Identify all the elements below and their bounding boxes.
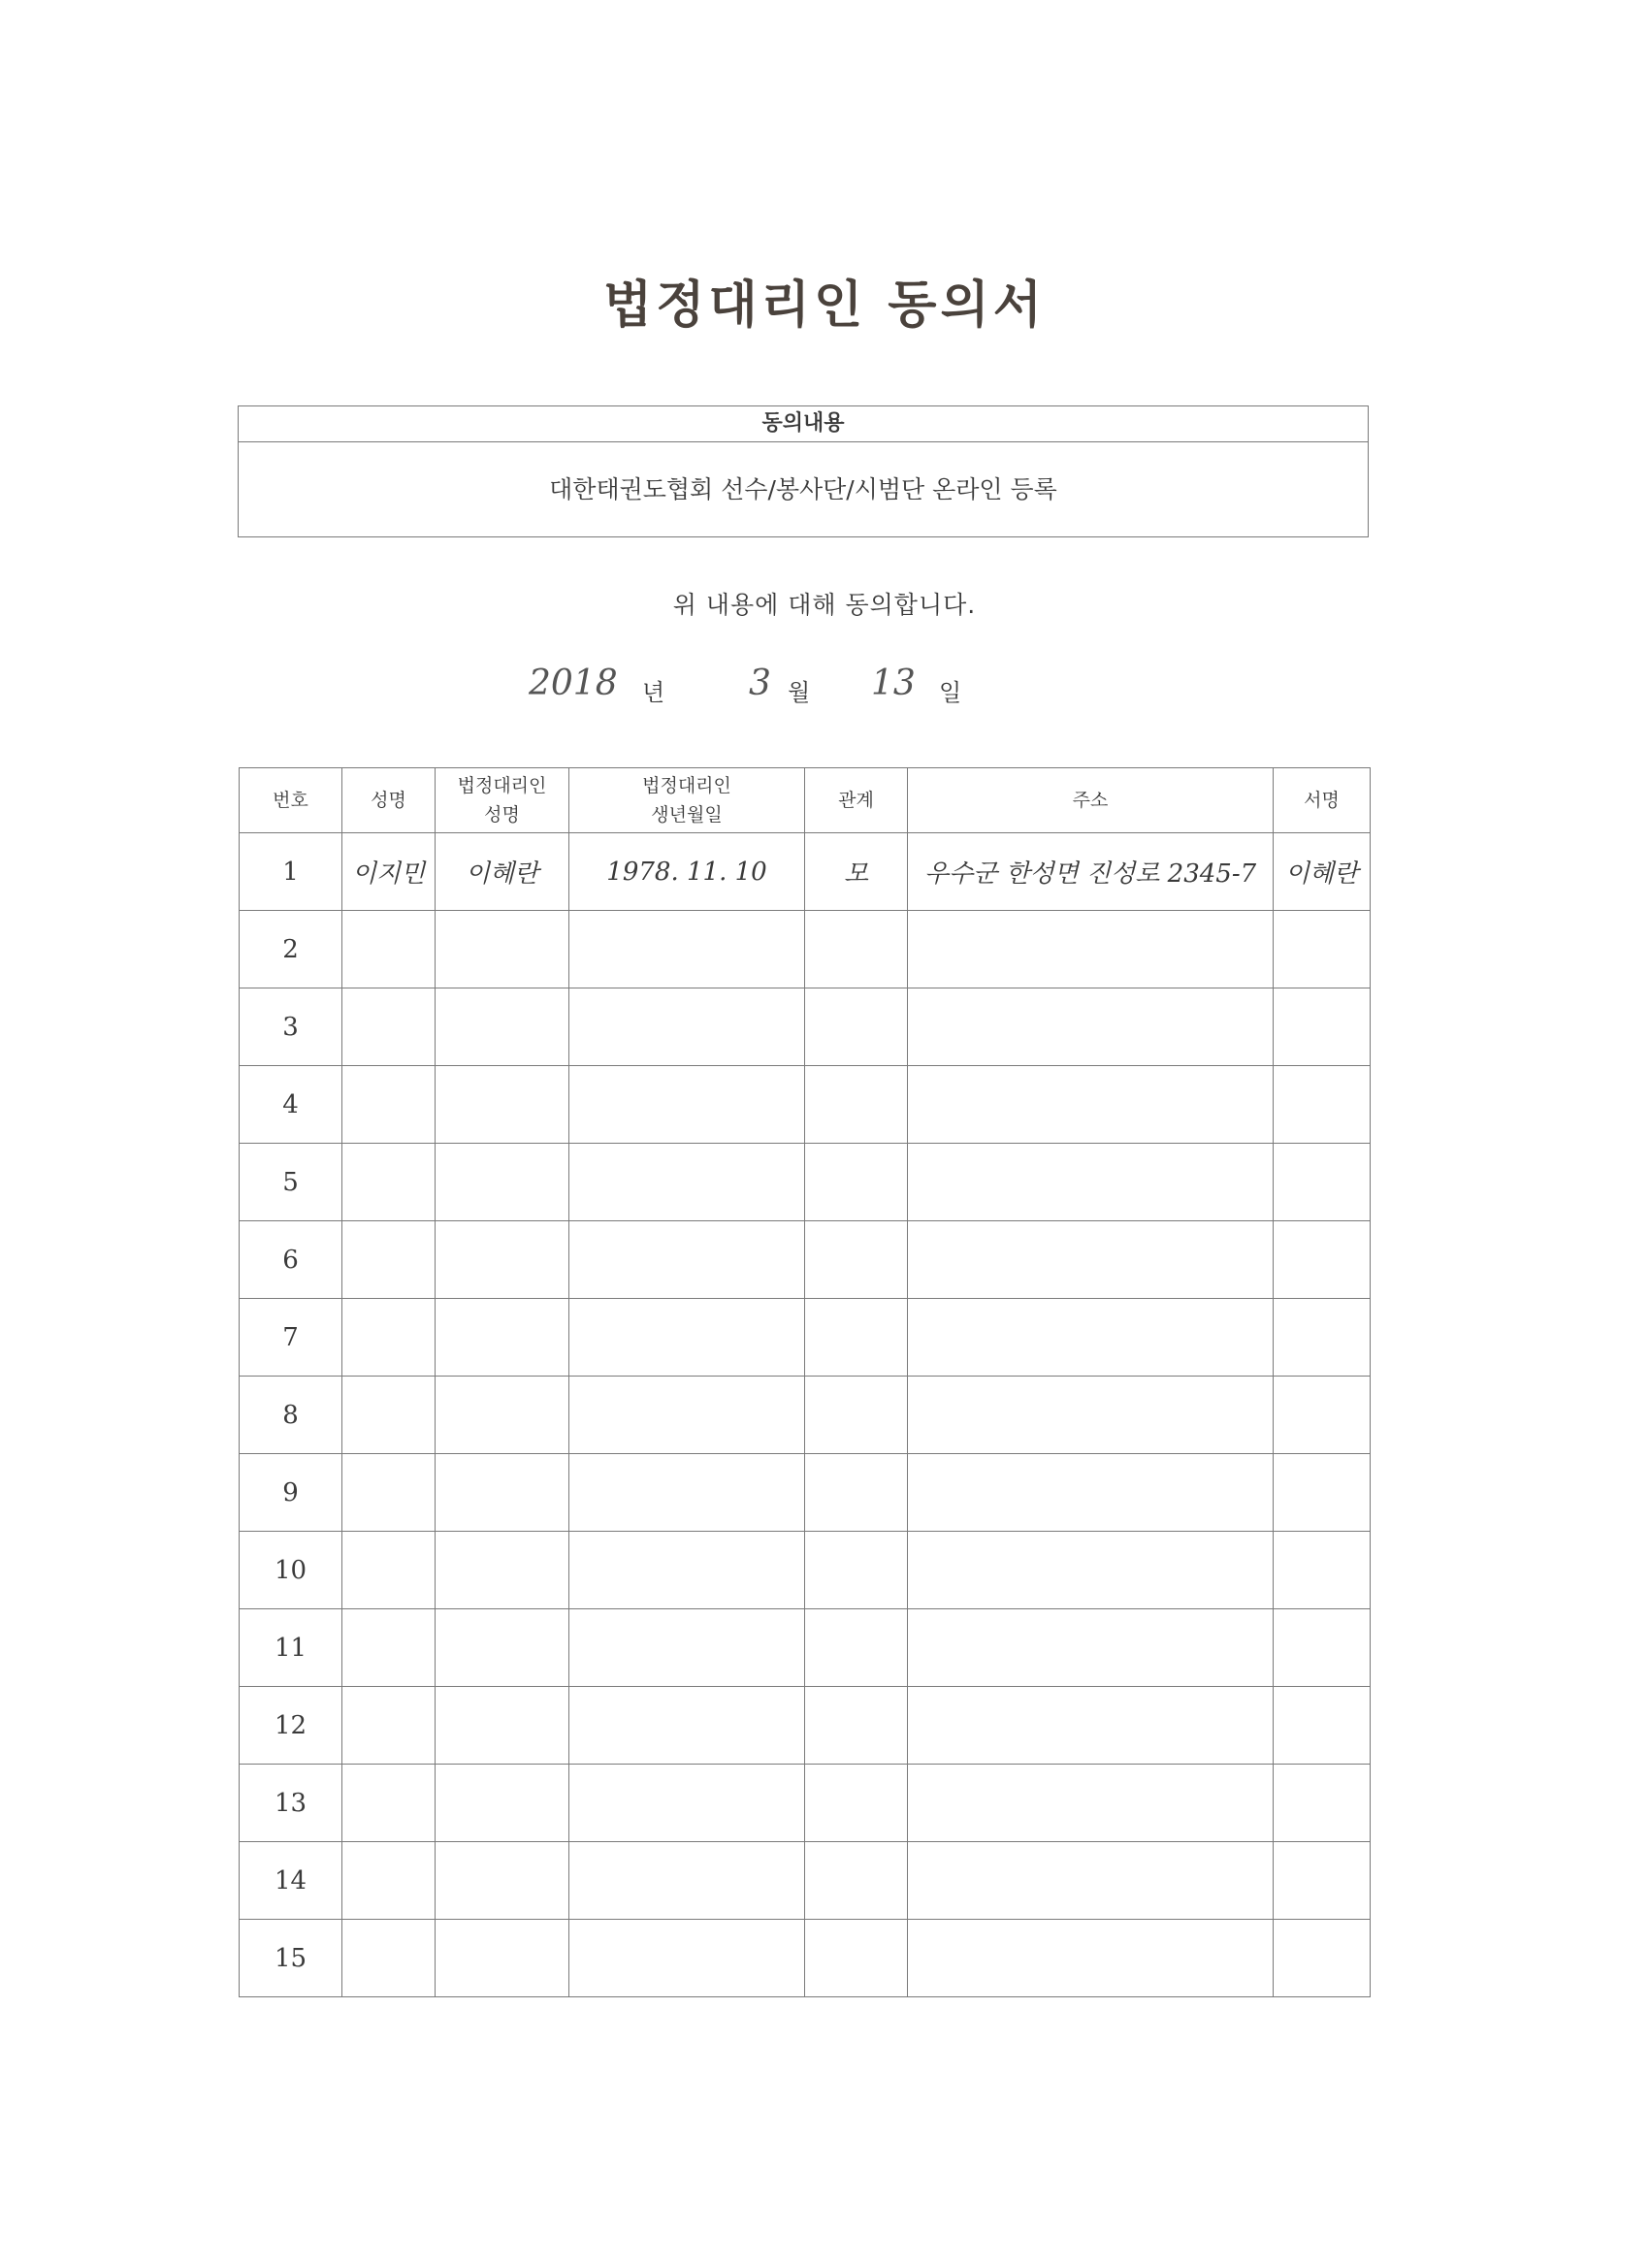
cell-guardian-name: [436, 1221, 569, 1299]
cell-signature: [1274, 988, 1371, 1066]
table-row: [240, 1842, 1371, 1920]
cell-signature: [1274, 1842, 1371, 1920]
header-signature: [1274, 768, 1371, 833]
header-guardian-name: [436, 768, 569, 833]
date-day-unit: 일: [939, 679, 962, 706]
cell-signature: 이혜란: [1274, 833, 1371, 911]
cell-signature: [1274, 1144, 1371, 1221]
cell-no: 8: [240, 1377, 342, 1454]
table-row: [240, 1299, 1371, 1377]
cell-signature: [1274, 1532, 1371, 1609]
consent-header: 동의내용: [239, 406, 1368, 442]
cell-relation: [805, 911, 908, 988]
cell-guardian-birth: [569, 1842, 805, 1920]
cell-signature: [1274, 1299, 1371, 1377]
cell-no: 13: [240, 1765, 342, 1842]
cell-relation: [805, 1299, 908, 1377]
cell-guardian-name: [436, 1532, 569, 1609]
cell-relation: [805, 1765, 908, 1842]
cell-signature: [1274, 1377, 1371, 1454]
cell-guardian-birth: [569, 1687, 805, 1765]
table-row: [240, 988, 1371, 1066]
header-relation-label: 관계: [838, 790, 874, 811]
table-header-row: [240, 768, 1371, 833]
cell-name: [342, 1454, 436, 1532]
cell-guardian-name: [436, 1454, 569, 1532]
cell-relation: [805, 1454, 908, 1532]
cell-no: 1: [240, 833, 342, 911]
consent-box: [238, 405, 1369, 537]
cell-name: [342, 1842, 436, 1920]
cell-guardian-birth: [569, 1454, 805, 1532]
cell-guardian-birth: [569, 1144, 805, 1221]
cell-name: [342, 1609, 436, 1687]
cell-address: [908, 1454, 1274, 1532]
header-guardian-birth-line1: 법정대리인: [642, 775, 731, 796]
cell-relation: [805, 1144, 908, 1221]
cell-name: [342, 1687, 436, 1765]
header-address-label: 주소: [1072, 790, 1109, 811]
cell-guardian-birth: [569, 1532, 805, 1609]
cell-no: 14: [240, 1842, 342, 1920]
cell-no: 7: [240, 1299, 342, 1377]
cell-no: 6: [240, 1221, 342, 1299]
cell-address: [908, 1842, 1274, 1920]
cell-name: [342, 1299, 436, 1377]
cell-no: 12: [240, 1687, 342, 1765]
cell-address: [908, 1532, 1274, 1609]
table-row: [240, 1765, 1371, 1842]
table-row: [240, 1687, 1371, 1765]
cell-guardian-birth: [569, 1609, 805, 1687]
cell-address: [908, 1609, 1274, 1687]
table-row: [240, 911, 1371, 988]
cell-relation: [805, 1221, 908, 1299]
cell-name: [342, 1144, 436, 1221]
cell-address: [908, 1066, 1274, 1144]
cell-address: [908, 1221, 1274, 1299]
date-month-unit: 월: [788, 679, 811, 706]
table-row: [240, 1377, 1371, 1454]
cell-address: [908, 1687, 1274, 1765]
table-row: [240, 1609, 1371, 1687]
cell-relation: [805, 1377, 908, 1454]
cell-guardian-name: [436, 1842, 569, 1920]
cell-guardian-birth: [569, 1299, 805, 1377]
cell-guardian-birth: [569, 1920, 805, 1997]
cell-relation: [805, 1532, 908, 1609]
cell-signature: [1274, 911, 1371, 988]
cell-relation: 모: [805, 833, 908, 911]
header-no-label: 번호: [273, 790, 308, 811]
cell-guardian-name: [436, 1066, 569, 1144]
cell-address: [908, 988, 1274, 1066]
cell-no: 3: [240, 988, 342, 1066]
cell-name: 이지민: [342, 833, 436, 911]
date-line: [0, 660, 1649, 718]
cell-signature: [1274, 1765, 1371, 1842]
cell-no: 11: [240, 1609, 342, 1687]
header-address: [908, 768, 1274, 833]
table-row: [240, 1066, 1371, 1144]
agree-statement: 위 내용에 대해 동의합니다.: [672, 591, 977, 619]
cell-no: 10: [240, 1532, 342, 1609]
cell-guardian-birth: [569, 988, 805, 1066]
cell-guardian-birth: [569, 1221, 805, 1299]
cell-relation: [805, 1609, 908, 1687]
consent-text: 대한태권도협회 선수/봉사단/시범단 온라인 등록: [549, 475, 1057, 503]
date-year-unit: 년: [642, 679, 665, 706]
header-no: [240, 768, 342, 833]
cell-address: [908, 1920, 1274, 1997]
table-row: [240, 1144, 1371, 1221]
cell-signature: [1274, 1920, 1371, 1997]
header-guardian-birth: [569, 768, 805, 833]
table-row: [240, 1920, 1371, 1997]
cell-guardian-name: [436, 1299, 569, 1377]
cell-no: 9: [240, 1454, 342, 1532]
guardian-table: [239, 767, 1371, 1997]
cell-guardian-birth: 1978. 11. 10: [569, 833, 805, 911]
cell-no: 2: [240, 911, 342, 988]
cell-relation: [805, 1066, 908, 1144]
cell-name: [342, 988, 436, 1066]
cell-name: [342, 1920, 436, 1997]
cell-no: 5: [240, 1144, 342, 1221]
cell-relation: [805, 1842, 908, 1920]
cell-guardian-birth: [569, 1066, 805, 1144]
cell-address: [908, 1144, 1274, 1221]
cell-no: 4: [240, 1066, 342, 1144]
cell-name: [342, 911, 436, 988]
header-guardian-name-line2: 성명: [484, 804, 520, 826]
cell-guardian-birth: [569, 1765, 805, 1842]
cell-name: [342, 1532, 436, 1609]
date-year: 2018: [529, 664, 618, 703]
table-row: [240, 1532, 1371, 1609]
cell-signature: [1274, 1687, 1371, 1765]
cell-address: [908, 1377, 1274, 1454]
cell-guardian-birth: [569, 1377, 805, 1454]
cell-signature: [1274, 1454, 1371, 1532]
cell-no: 15: [240, 1920, 342, 1997]
header-name: [342, 768, 436, 833]
cell-guardian-name: [436, 911, 569, 988]
header-guardian-birth-line2: 생년월일: [651, 804, 723, 826]
cell-relation: [805, 988, 908, 1066]
cell-name: [342, 1765, 436, 1842]
document-title: 법정대리인 동의서: [603, 276, 1046, 335]
cell-guardian-name: [436, 1687, 569, 1765]
cell-guardian-name: [436, 988, 569, 1066]
cell-guardian-name: [436, 1765, 569, 1842]
cell-name: [342, 1066, 436, 1144]
cell-address: 우수군 한성면 진성로 2345-7: [908, 833, 1274, 911]
cell-name: [342, 1221, 436, 1299]
cell-guardian-name: [436, 1920, 569, 1997]
cell-guardian-birth: [569, 911, 805, 988]
cell-relation: [805, 1920, 908, 1997]
header-signature-label: 서명: [1304, 790, 1340, 811]
cell-guardian-name: 이혜란: [436, 833, 569, 911]
cell-signature: [1274, 1066, 1371, 1144]
table-row: [240, 833, 1371, 911]
date-day: 13: [871, 664, 916, 703]
date-month: 3: [749, 664, 771, 703]
cell-address: [908, 911, 1274, 988]
cell-address: [908, 1765, 1274, 1842]
header-relation: [805, 768, 908, 833]
table-row: [240, 1454, 1371, 1532]
cell-signature: [1274, 1609, 1371, 1687]
cell-guardian-name: [436, 1144, 569, 1221]
cell-name: [342, 1377, 436, 1454]
table-row: [240, 1221, 1371, 1299]
cell-address: [908, 1299, 1274, 1377]
cell-signature: [1274, 1221, 1371, 1299]
cell-guardian-name: [436, 1377, 569, 1454]
cell-relation: [805, 1687, 908, 1765]
header-name-label: 성명: [371, 790, 406, 811]
cell-guardian-name: [436, 1609, 569, 1687]
header-guardian-name-line1: 법정대리인: [457, 775, 547, 796]
